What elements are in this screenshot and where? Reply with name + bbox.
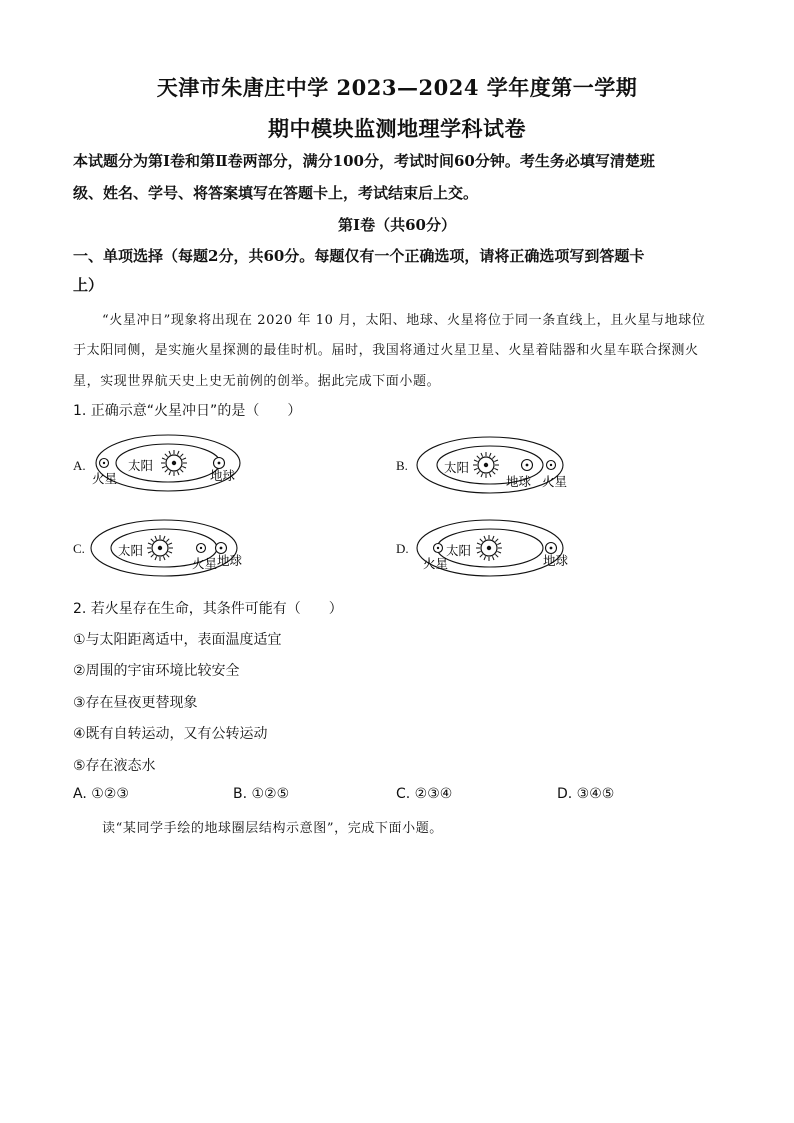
instructions-line2: 级、姓名、学号、将答案填写在答题卡上，考试结束后上交。 bbox=[73, 184, 479, 202]
q2-option-b[interactable]: B. ①②⑤ bbox=[233, 786, 290, 802]
q1-option-b-letter[interactable]: B. bbox=[396, 458, 408, 473]
earth-icon bbox=[216, 543, 227, 554]
sun-label: 太阳 bbox=[118, 543, 144, 558]
earth-label: 地球 bbox=[217, 553, 243, 568]
sun-label: 太阳 bbox=[444, 460, 470, 475]
q2-option-c[interactable]: C. ②③④ bbox=[396, 786, 453, 802]
mars-icon bbox=[197, 544, 206, 553]
q2-item: ③存在昼夜更替现象 bbox=[73, 695, 198, 711]
sun-label: 太阳 bbox=[446, 543, 472, 558]
q2-item: ②周围的宇宙环境比较安全 bbox=[73, 663, 240, 679]
passage1-line1: “火星冲日”现象将出现在 2020 年 10 月，太阳、地球、火星将位于同一条直线上，且火星与地球位 bbox=[102, 313, 706, 328]
sun-icon bbox=[147, 535, 173, 561]
sun-icon bbox=[476, 535, 502, 561]
earth-icon bbox=[546, 543, 557, 554]
earth-label: 地球 bbox=[543, 553, 569, 568]
passage1-line2: 于太阳同侧，是实施火星探测的最佳时机。届时，我国将通过火星卫星、火星着陆器和火星车联合探测火 bbox=[73, 343, 699, 358]
q1-option-a-letter[interactable]: A. bbox=[73, 458, 86, 473]
mars-label: 火星 bbox=[542, 474, 568, 489]
mars-label: 火星 bbox=[192, 556, 218, 571]
earth-icon bbox=[214, 458, 225, 469]
earth-label: 地球 bbox=[210, 468, 236, 483]
mars-label: 火星 bbox=[92, 471, 118, 486]
sun-label: 太阳 bbox=[128, 458, 154, 473]
q2-item: ④既有自转运动，又有公转运动 bbox=[73, 726, 268, 742]
q1-option-d-diagram bbox=[410, 513, 585, 583]
q2-item: ⑤存在液态水 bbox=[73, 758, 156, 774]
sun-icon bbox=[473, 452, 499, 478]
q1-option-d-letter[interactable]: D. bbox=[396, 541, 409, 556]
mars-icon bbox=[100, 459, 109, 468]
q2-stem: 2. 若火星存在生命，其条件可能有（ ） bbox=[73, 601, 343, 617]
section-heading-line1: 一、单项选择（每题2分，共60分。每题仅有一个正确选项，请将正确选项写到答题卡 bbox=[73, 247, 645, 265]
sun-icon bbox=[161, 450, 187, 476]
q1-option-c-diagram bbox=[88, 513, 248, 583]
passage1-line3: 星，实现世界航天史上史无前例的创举。据此完成下面小题。 bbox=[73, 374, 441, 389]
earth-icon bbox=[522, 460, 533, 471]
q2-item: ①与太阳距离适中，表面温度适宜 bbox=[73, 632, 282, 648]
mars-icon bbox=[434, 544, 443, 553]
q1-stem: 1. 正确示意“火星冲日”的是（ ） bbox=[73, 403, 302, 419]
exam-title-line1: 天津市朱唐庄中学 2023—2024 学年度第一学期 bbox=[156, 75, 638, 100]
section-title: 第Ⅰ卷（共60分） bbox=[338, 216, 456, 234]
q1-option-a-diagram bbox=[88, 428, 248, 498]
section-heading-line2: 上） bbox=[73, 276, 104, 294]
passage2-line1: 读“某同学手绘的地球圈层结构示意图”，完成下面小题。 bbox=[102, 821, 443, 836]
instructions-line1: 本试题分为第Ⅰ卷和第Ⅱ卷两部分，满分100分，考试时间60分钟。考生务必填写清楚班 bbox=[73, 152, 655, 170]
q1-option-c-letter[interactable]: C. bbox=[73, 541, 85, 556]
mars-icon bbox=[547, 461, 556, 470]
earth-label: 地球 bbox=[506, 474, 532, 489]
q1-option-b-diagram bbox=[410, 430, 585, 500]
mars-label: 火星 bbox=[423, 556, 449, 571]
q2-option-d[interactable]: D. ③④⑤ bbox=[557, 786, 615, 802]
exam-title-line2: 期中模块监测地理学科试卷 bbox=[268, 116, 526, 141]
q2-option-a[interactable]: A. ①②③ bbox=[73, 786, 129, 802]
